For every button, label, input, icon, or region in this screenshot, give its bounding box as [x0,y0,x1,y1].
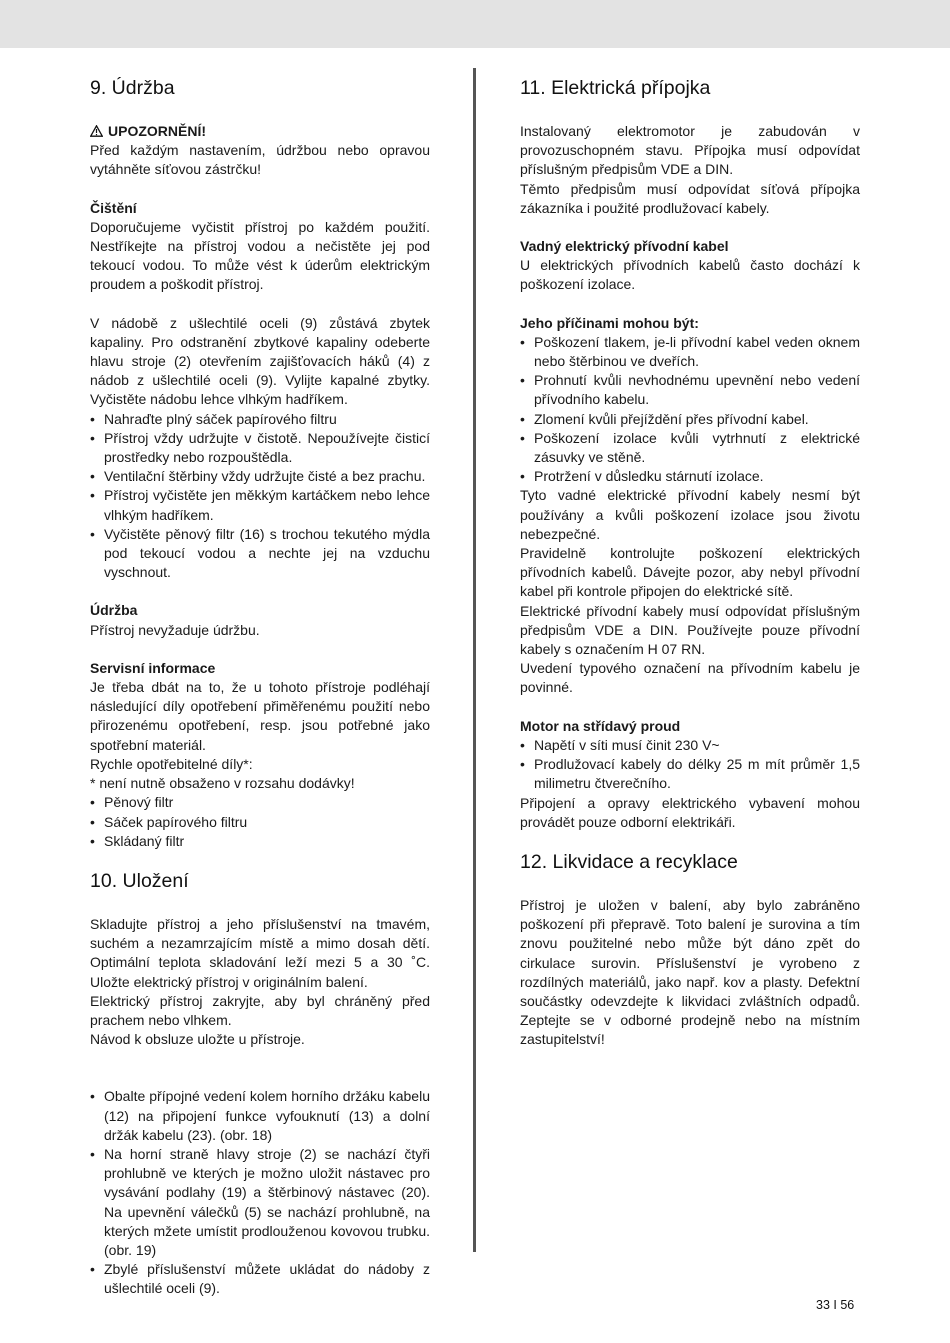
page-number: 33 I 56 [816,1298,855,1312]
list-item: • Protržení v důsledku stárnutí izolace. [520,467,860,486]
storage-list [90,1087,430,1298]
list-item: • Obalte přípojné vedení kolem horního držáku kabelu (12) na připojení funkce vyfouknutí (13) a dolní držák kabelu (23). (obr. 18) [90,1087,430,1145]
cleaning-paragraph-1: Doporučujeme vyčistit přístroj po každém použití. Nestříkejte na přístroj vodou a nečistěte jej pod tekoucí vodou. To může vést k úderům elektrickým proudem a poškodit přístroj. [90,218,430,293]
list-item: • Poškození tlakem, je-li přívodní kabel veden oknem nebo štěrbinou ve dveřích. [520,333,860,371]
maintenance-text: Přístroj nevyžaduje údržbu. [90,621,260,638]
cable-text: U elektrických přívodních kabelů často dochází k poškození izolace. [520,257,860,293]
causes-heading: Jeho příčinami mohou být: [520,314,699,331]
warning-text: Před každým nastavením, údržbou nebo opravou vytáhněte síťovou zástrčku! [90,142,430,178]
list-item: • Přístroj vždy udržujte v čistotě. Nepoužívejte čisticí prostředky nebo rozpouštědla. [90,429,430,467]
electric-paragraph-3: Tyto vadné elektrické přívodní kabely nesmí být používány a kvůli poškození izolace jsou životu nebezpečné. [520,487,860,542]
causes-list [520,333,860,487]
electric-paragraph-7: Připojení a opravy elektrického vybavení mohou provádět pouze odborní elektrikáři. [520,794,860,830]
electric-paragraph-4: Pravidelně kontrolujte poškození elektrických přívodních kabelů. Dávejte pozor, aby nebyl přívodní kabel při kontrole připojen do elektrické sítě. [520,545,860,600]
column-divider [473,68,476,1252]
electric-paragraph-2: Těmto předpisům musí odpovídat síťová přípojka zákazníka i použité prodlužovací kabely. [520,180,860,216]
warning-block [90,122,430,141]
list-item: • Nahraďte plný sáček papírového filtru [90,410,430,429]
section-11-title: 11. Elektrická přípojka [520,77,711,99]
service-heading: Servisní informace [90,659,216,676]
cleaning-list [90,410,430,583]
list-item: • Zbylé příslušenství můžete ukládat do nádoby z ušlechtilé oceli (9). [90,1260,430,1298]
list-item: • Skládaný filtr [90,832,430,851]
warning-triangle-icon [90,125,103,137]
motor-list [520,736,860,794]
list-item: • Na horní straně hlavy stroje (2) se nachází čtyři prohlubně ve kterých je možno uložit nástavec pro vysávání podlahy (19) a štěrbinový nástavec (20). Na upevnění válečků (5) se nachází prohlubně, na kterých mžete umístit prodlouženou kovovou trubku. (obr. 19) [90,1145,430,1260]
cleaning-paragraph-2: V nádobě z ušlechtilé oceli (9) zůstává zbytek kapaliny. Pro odstranění zbytkové kapaliny odeberte hlavu stroje (2) otevřením zajišťovacích háků (4) z nádob z ušlechtilé oceli (9). Vylijte kapalné zbytky. Vyčistěte nádobu lehce vlhkým hadříkem. [90,314,430,408]
maintenance-heading: Údržba [90,602,138,619]
service-paragraph-3: * není nutně obsaženo v rozsahu dodávky! [90,775,355,792]
disposal-paragraph: Přístroj je uložen v balení, aby bylo zabráněno poškození při přepravě. Toto balení je surovina a tím znovu použitelné nebo může být dáno zpět do cirkulace surovin. Příslušenství je vyrobeno z rozdílných materiálů, jako např. kov a plasty. Defektní součástky odevzdejte k likvidaci zvláštních odpadů. Zeptejte se v odborné prodejně nebo na místním zastupitelství! [520,896,860,1048]
cable-heading: Vadný elektrický přívodní kabel [520,238,729,255]
header-band [0,0,950,48]
electric-paragraph-6: Uvedení typového označení na přívodním kabelu je povinné. [520,660,860,696]
list-item: • Prodlužovací kabely do délky 25 m mít průměr 1,5 milimetru čtverečního. [520,755,860,793]
warning-label: UPOZORNĚNÍ! [108,123,206,139]
section-10-title: 10. Uložení [90,869,189,892]
service-list [90,793,430,851]
left-column [90,76,430,1299]
cleaning-heading: Čištění [90,199,137,216]
service-paragraph-2: Rychle opotřebitelné díly*: [90,755,253,772]
electric-paragraph-5: Elektrické přívodní kabely musí odpovídat příslušným předpisům VDE a DIN. Používejte pouze přívodní kabely s označením H 07 RN. [520,602,860,658]
list-item: • Vyčistěte pěnový filtr (16) s trochou tekutého mýdla pod tekoucí vodou a nechte jej na vzduchu vyschnout. [90,525,430,583]
electric-paragraph-1: Instalovaný elektromotor je zabudován v provozuschopném stavu. Přípojka musí odpovídat příslušným předpisům VDE a DIN. [520,123,860,178]
list-item: • Poškození izolace kvůli vytrhnutí z elektrické zásuvky ve stěně. [520,429,860,467]
right-column [520,76,860,1050]
list-item: • Prohnutí kvůli nevhodnému upevnění nebo vedení přívodního kabelu. [520,371,860,409]
section-12-title: 12. Likvidace a recyklace [520,850,738,873]
list-item: • Sáček papírového filtru [90,813,430,832]
list-item: • Zlomení kvůli přejíždění přes přívodní kabel. [520,410,860,429]
list-item: • Ventilační štěrbiny vždy udržujte čisté a bez prachu. [90,467,430,486]
list-item: • Přístroj vyčistěte jen měkkým kartáčkem nebo lehce vlhkým hadříkem. [90,486,430,524]
service-paragraph-1: Je třeba dbát na to, že u tohoto přístroje podléhají následující díly opotřebení přiměřenému použití nebo přirozenému opotřebení, resp. jsou potřebné jako spotřební materiál. [90,679,430,753]
storage-paragraph-1: Skladujte přístroj a jeho příslušenství na tmavém, suchém a nezamrzajícím místě a mimo dosah dětí. Optimální teplota skladování leží mezi 5 a 30 ˚C. Uložte elektrický přístroj v originálním balení. [90,915,430,990]
section-9-title: 9. Údržba [90,77,175,99]
storage-paragraph-3: Návod k obsluze uložte u přístroje. [90,1031,305,1048]
storage-paragraph-2: Elektrický přístroj zakryjte, aby byl chráněný před prachem nebo vlhkem. [90,992,430,1028]
motor-heading: Motor na střídavý proud [520,717,681,734]
list-item: • Pěnový filtr [90,793,430,812]
list-item: • Napětí v síti musí činit 230 V~ [520,736,860,755]
